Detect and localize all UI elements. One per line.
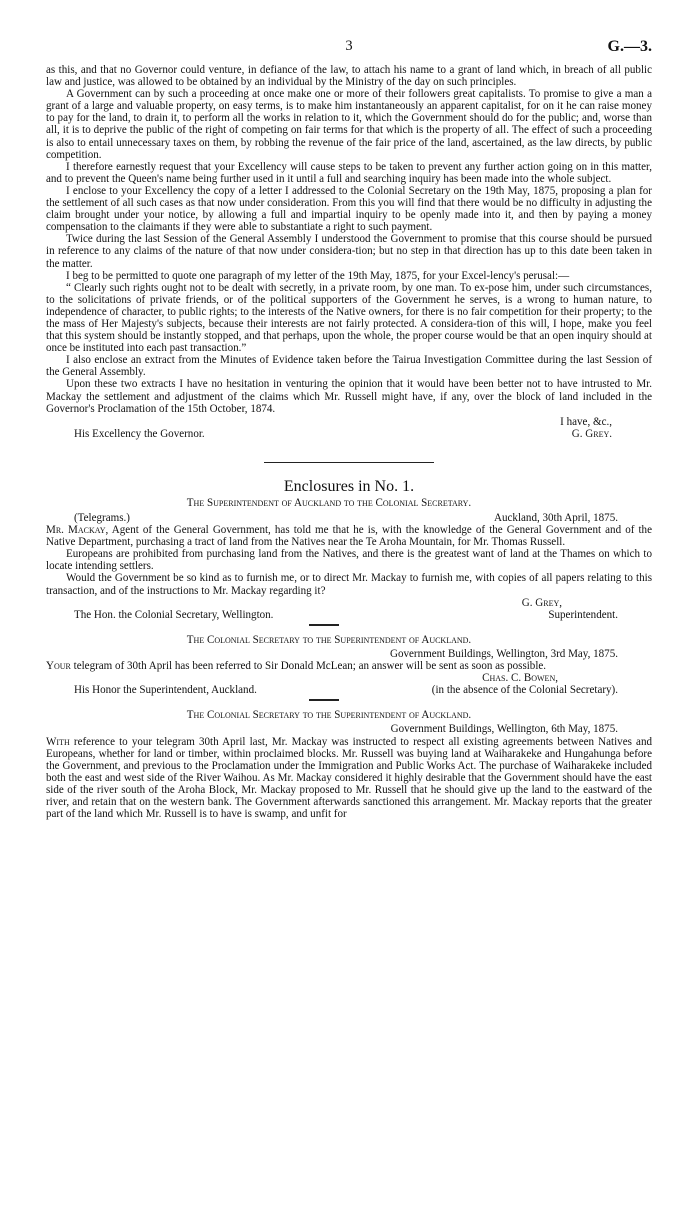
paragraph-lead: With — [46, 735, 70, 748]
enclosure-dateline — [46, 512, 652, 524]
letter-paragraph: A Government can by such a proceeding at once make one or more of their followers great capitalists. To promise to give a man a grant of a large and valuable property, on easy terms, is to make him instantaneously an apparent capitalist, for on it he can raise money to pay for the land, to drain it, to perform all the works in relation to it, which the Government should do for the public; and, worse than all, it is to deprive the public of the right of competing on fair terms for that which is the property of all. The effect of such a proceeding is also to entail unnecessary taxes on them, by robbing the revenue of the fair price of the land, ascertained, as the law directs, by public competition. — [46, 88, 652, 161]
place-date: Government Buildings, Wellington, 6th May, 1875. — [390, 723, 618, 736]
document-page — [46, 38, 652, 820]
paragraph-text: telegram of 30th April has been referred to Sir Donald McLean; an answer will be sent as soon as possible. — [70, 660, 547, 673]
letter-signature: G. Grey. — [571, 427, 612, 440]
signatory-title: Superintendent. — [548, 608, 618, 621]
paragraph-lead: Mr. Mackay, — [46, 524, 109, 537]
letter-closing: I have, &c., — [560, 415, 612, 428]
letter-paragraph: I enclose to your Excellency the copy of a letter I addressed to the Colonial Secretary on the 19th May, 1875, proposing a plan for the settlement of all such cases as that now under consideration. From this you will find that there would be no difficulty in adjusting the claim brought under your notice, by allowing a full and impartial inquiry to be openly made into it, and then by paying a money compensation to the claimants if they were able to substantiate a right to such payment. — [46, 184, 652, 234]
letter-paragraph: I therefore earnestly request that your Excellency will cause steps to be taken to prevent any further action going on in this matter, and to prevent the Queen's name being further used in it until a full and searching inquiry has been made into the whole subject. — [46, 160, 652, 185]
enclosure-paragraph — [46, 524, 652, 548]
telegram-label: (Telegrams.) — [74, 512, 130, 524]
place-date: Auckland, 30th April, 1875. — [494, 512, 618, 524]
enclosures-title: Enclosures in No. 1. — [283, 477, 415, 495]
letter-signoff — [46, 428, 652, 440]
enclosure-heading: The Colonial Secretary to the Superintendent of Auckland. — [186, 633, 472, 646]
short-divider — [309, 699, 339, 701]
letter-paragraph: as this, and that no Governor could venture, in defiance of the law, to attach his name to a grant of land which, in breach of all public law and justice, was allowed to be obtained by an individual by the Ministry of the day on such principles. — [46, 64, 652, 89]
enclosure-paragraph — [46, 660, 652, 672]
document-reference: G.—3. — [607, 38, 652, 55]
enclosure-paragraph: Would the Government be so kind as to furnish me, or to direct Mr. Mackay to furnish me, with copies of all papers relating to this transaction, and of the instructions to Mr. Mackay regarding it? — [46, 572, 652, 597]
place-date: Government Buildings, Wellington, 3rd May, 1875. — [389, 647, 618, 660]
enclosure-signature: G. Grey, — [521, 596, 562, 609]
letter-paragraph: Upon these two extracts I have no hesitation in venturing the opinion that it would have been better not to have intrusted to Mr. Mackay the settlement and adjustment of the claims which Mr. Russell might have, if any, over the block of land included in the Governor's Proclamation of the 15th October, 1874. — [46, 378, 652, 415]
enclosure-signoff — [46, 609, 652, 621]
enclosure-signature: Chas. C. Bowen, — [482, 672, 558, 685]
enclosure-signoff — [46, 684, 652, 696]
enclosure-paragraph: Europeans are prohibited from purchasing land from the Natives, and there is the greatest want of land at the Thames on which to locate intending settlers. — [46, 548, 652, 573]
letter-addressee: His Excellency the Governor. — [74, 427, 205, 440]
enclosure-addressee: The Hon. the Colonial Secretary, Wellington. — [74, 608, 274, 621]
paragraph-text: Agent of the General Government, has told me that he is, with the knowledge of the General Government and of the Native Department, purchasing a tract of land from the Natives near the Te Aroha Mountain, for Mr. Thomas Russell. — [46, 524, 652, 549]
letter-paragraph: I beg to be permitted to quote one paragraph of my letter of the 19th May, 1875, for your Excel-lency's perusal:— — [66, 269, 570, 282]
paragraph-lead: Your — [46, 660, 71, 673]
enclosure-addressee: His Honor the Superintendent, Auckland. — [74, 684, 257, 697]
quoted-paragraph: “ Clearly such rights ought not to be dealt with secretly, in a private room, by one man. To ex-pose him, under such circumstances, to the solicitations of private friends, or of the political supporters of the Government he serves, is a wrong to human nature, to independence of character, to public rights; to the interests of the Native owners, for there is no fair competition for their property; to the the mass of Her Majesty's subjects, because their interests are not fairly protected. A considera-tion of this will, I hope, make you feel that this system should be instantly stopped, and that perhaps, upon the whole, the proper course would be that an open inquiry should at once be instituted into each past transaction.” — [46, 281, 652, 355]
letter-paragraph: I also enclose an extract from the Minutes of Evidence taken before the Tairua Investigation Committee during the last Session of the General Assembly. — [46, 354, 652, 379]
enclosure-heading: The Superintendent of Auckland to the Colonial Secretary. — [186, 496, 472, 509]
enclosure-heading: The Colonial Secretary to the Superintendent of Auckland. — [186, 709, 472, 722]
paragraph-text: reference to your telegram 30th April last, Mr. Mackay was instructed to respect all existing agreements between Natives and Europeans, whether for land or timber, within proclaimed blocks. Mr. Russell was buying land at Waiharakeke and Hungahunga before the Government, and previous to the Proclamation under the Immigration and Public Works Act. The purchase of Waiharakeke included both the east and west side of the River Waihou. As Mr. Mackay considered it highly desirable that the Government should have the east side of the river south of the Aroha Block, Mr. Mackay proposed to Mr. Russell that he should give up the land to the eastward of the river, and retain that on the western bank. The Government afterwards sanctioned this arrangement. Mr. Mackay reports that the greater part of the land which Mr. Russell is to have is swamp, and unfit for — [46, 735, 652, 821]
letter-paragraph: Twice during the last Session of the General Assembly I understood the Government to promise that this course should be pursued in reference to any claims of the nature of that now under considera-tion; but no step in that direction has up to this date been taken in the matter. — [46, 233, 652, 270]
enclosure-paragraph — [46, 736, 652, 821]
signatory-title: (in the absence of the Colonial Secretary). — [431, 684, 618, 697]
page-number: 3 — [345, 38, 353, 54]
page-header — [46, 38, 652, 64]
short-divider — [309, 624, 339, 626]
